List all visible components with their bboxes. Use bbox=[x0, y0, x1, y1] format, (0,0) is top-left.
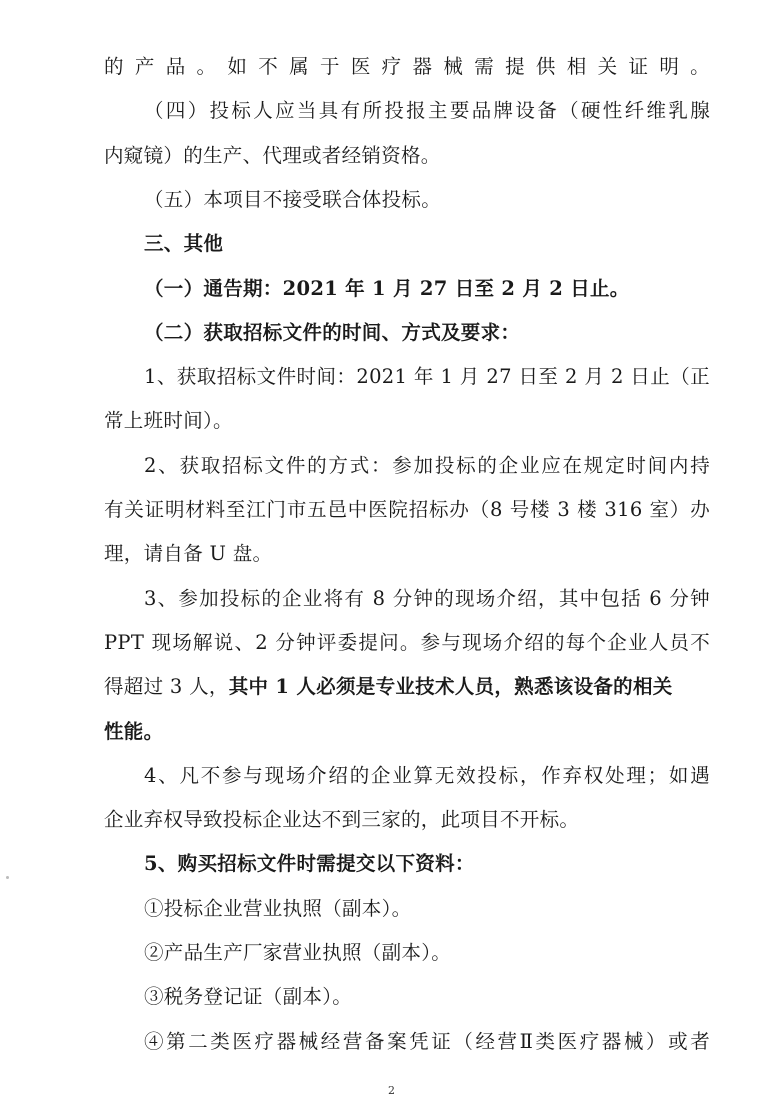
notice-period-line bbox=[144, 277, 710, 301]
text-line-12: 理，请自备 U 盘。 bbox=[104, 542, 273, 565]
text-line-15a: 得超过 3 人， bbox=[104, 675, 229, 698]
text-line-13: 3、参加投标的企业将有 8 分钟的现场介绍，其中包括 6 分钟 bbox=[144, 587, 710, 610]
page-number: 2 bbox=[388, 1084, 395, 1097]
text-line-16: 性能。 bbox=[104, 720, 164, 743]
text-line-3: 内窥镜）的生产、代理或者经销资格。 bbox=[104, 144, 441, 167]
materials-heading: 5、购买招标文件时需提交以下资料： bbox=[144, 852, 475, 875]
text-line-4: （五）本项目不接受联合体投标。 bbox=[144, 188, 442, 211]
text-line-11: 有关证明材料至江门市五邑中医院招标办（8 号楼 3 楼 316 室）办 bbox=[104, 498, 710, 521]
text-line-10: 2、获取招标文件的方式：参加投标的企业应在规定时间内持 bbox=[144, 454, 710, 477]
list-item-2: ②产品生产厂家营业执照（副本）。 bbox=[144, 941, 452, 964]
subsection-heading: （二）获取招标文件的时间、方式及要求： bbox=[144, 321, 521, 344]
notice-period-text: （一）通告期：2021 年 1 月 27 日至 2 月 2 日止。 bbox=[144, 277, 630, 300]
list-item-3: ③税务登记证（副本）。 bbox=[144, 985, 353, 1008]
text-line-15b-bold: 其中 1 人必须是专业技术人员，熟悉该设备的相关 bbox=[228, 675, 673, 698]
text-line-14: PPT 现场解说、2 分钟评委提问。参与现场介绍的每个企业人员不 bbox=[104, 631, 710, 654]
text-line-2: （四）投标人应当具有所投报主要品牌设备（硬性纤维乳腺 bbox=[144, 99, 710, 122]
text-line-15 bbox=[104, 675, 710, 699]
text-line-8: 1、获取招标文件时间：2021 年 1 月 27 日至 2 月 2 日止（正 bbox=[144, 365, 710, 388]
text-line-1: 的产品。如不属于医疗器械需提供相关证明。 bbox=[104, 55, 710, 78]
list-item-1: ①投标企业营业执照（副本）。 bbox=[144, 897, 412, 920]
text-line-9: 常上班时间）。 bbox=[104, 409, 233, 432]
list-item-4: ④第二类医疗器械经营备案凭证（经营Ⅱ类医疗器械）或者 bbox=[144, 1030, 710, 1053]
text-line-17: 4、凡不参与现场介绍的企业算无效投标，作弃权处理；如遇 bbox=[144, 764, 710, 787]
text-line-18: 企业弃权导致投标企业达不到三家的，此项目不开标。 bbox=[104, 808, 580, 831]
scan-artifact-dot bbox=[6, 876, 9, 879]
section-heading: 三、其他 bbox=[144, 232, 224, 255]
